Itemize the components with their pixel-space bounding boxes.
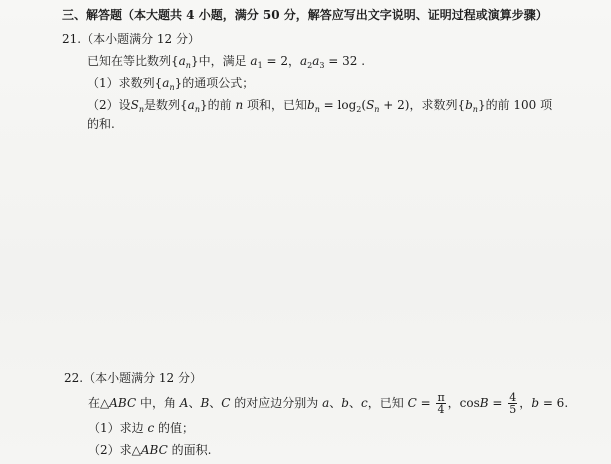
- fraction-4-over-5: $\frac{4}{5}$: [509, 391, 517, 416]
- q21-given: 已知在等比数列$\{a_n\}$中，满足 $a_1 = 2$，$a_2a_3 = 32$ .: [87, 54, 366, 70]
- q22-header: 22.（本小题满分 12 分）: [64, 371, 202, 385]
- section-title: 三、解答题（本大题共 4 小题，满分 50 分，解答应写出文字说明、证明过程或演算步骤）: [62, 8, 548, 22]
- q21-part2-cont: 的和.: [87, 117, 115, 131]
- q22-given: 在△ABC 中，角 A、B、C 的对应边分别为 a、b、c，已知 C = $\frac{\pi}{4}$ ，cosB = $\frac{4}{5}$ ，b = 6.: [88, 391, 569, 416]
- q22-part2: （2）求△ABC 的面积.: [88, 443, 212, 457]
- fraction-pi-over-4: $\frac{\pi}{4}$: [437, 391, 445, 416]
- q21-part1: （1）求数列$\{a_n\}$的通项公式；: [87, 76, 255, 92]
- q21-header: 21.（本小题满分 12 分）: [62, 32, 200, 46]
- q22-part1: （1）求边 c 的值；: [88, 421, 195, 435]
- q21-part2: （2）设$S_n$是数列$\{a_n\}$的前 n 项和，已知$b_n = \log_2(S_n + 2)$，求数列$\{b_n\}$的前 100 项: [87, 98, 553, 114]
